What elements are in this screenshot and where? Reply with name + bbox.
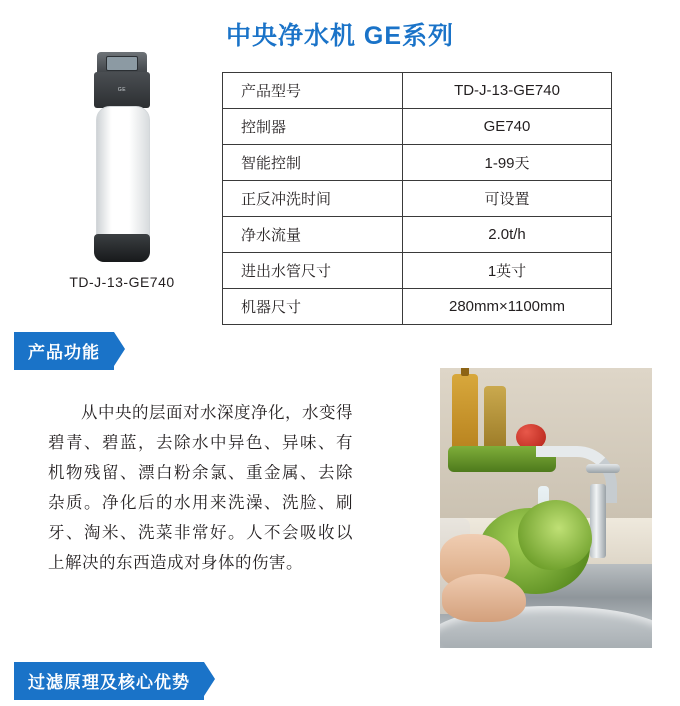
spec-value: TD-J-13-GE740: [403, 73, 612, 109]
product-figure: [62, 52, 182, 290]
table-row: [223, 217, 612, 253]
washing-vegetables-photo: [440, 368, 652, 648]
table-row: [223, 145, 612, 181]
function-heading-row: [0, 332, 114, 370]
spec-key: 智能控制: [223, 145, 403, 181]
table-row: [223, 109, 612, 145]
controller-brand-label: GE: [117, 87, 127, 93]
photo-oil-bottle-icon: [452, 374, 478, 450]
specification-table: [222, 72, 612, 325]
spec-value: 1-99天: [403, 145, 612, 181]
table-row: [223, 289, 612, 325]
spec-value: 280mm×1100mm: [403, 289, 612, 325]
table-row: [223, 73, 612, 109]
photo-faucet-handle: [586, 464, 620, 473]
tank-body: [96, 106, 150, 240]
photo-bottle-icon: [484, 386, 506, 450]
spec-key: 进出水管尺寸: [223, 253, 403, 289]
table-row: [223, 253, 612, 289]
spec-value: 可设置: [403, 181, 612, 217]
product-overview-section: [0, 34, 680, 316]
spec-value: 2.0t/h: [403, 217, 612, 253]
spec-key: 正反冲洗时间: [223, 181, 403, 217]
product-image: [88, 52, 156, 264]
section-heading-function: 产品功能: [14, 332, 114, 370]
function-description: [48, 398, 353, 578]
section-heading-principle: 过滤原理及核心优势: [14, 662, 204, 700]
spec-key: 净水流量: [223, 217, 403, 253]
controller-screen-icon: [106, 56, 138, 71]
spec-key: 控制器: [223, 109, 403, 145]
spec-value: 1英寸: [403, 253, 612, 289]
principle-heading-row: [0, 662, 204, 700]
function-paragraph: 从中央的层面对水深度净化，水变得碧青、碧蓝，去除水中异色、异味、有机物残留、漂白粉余氯、重金属、去除杂质。净化后的水用来洗澡、洗脸、刷牙、淘米、洗菜非常好。人不会吸收以上解决的东西造成对身体的伤害。: [48, 404, 353, 572]
spec-value: GE740: [403, 109, 612, 145]
spec-key: 机器尺寸: [223, 289, 403, 325]
product-caption: TD-J-13-GE740: [69, 274, 175, 290]
table-row: [223, 181, 612, 217]
tank-base: [94, 234, 150, 262]
page-title: 中央净水机 GE系列: [225, 22, 455, 50]
spec-key: 产品型号: [223, 73, 403, 109]
spec-table-body: [223, 73, 612, 325]
photo-lettuce-leaf: [518, 500, 592, 570]
